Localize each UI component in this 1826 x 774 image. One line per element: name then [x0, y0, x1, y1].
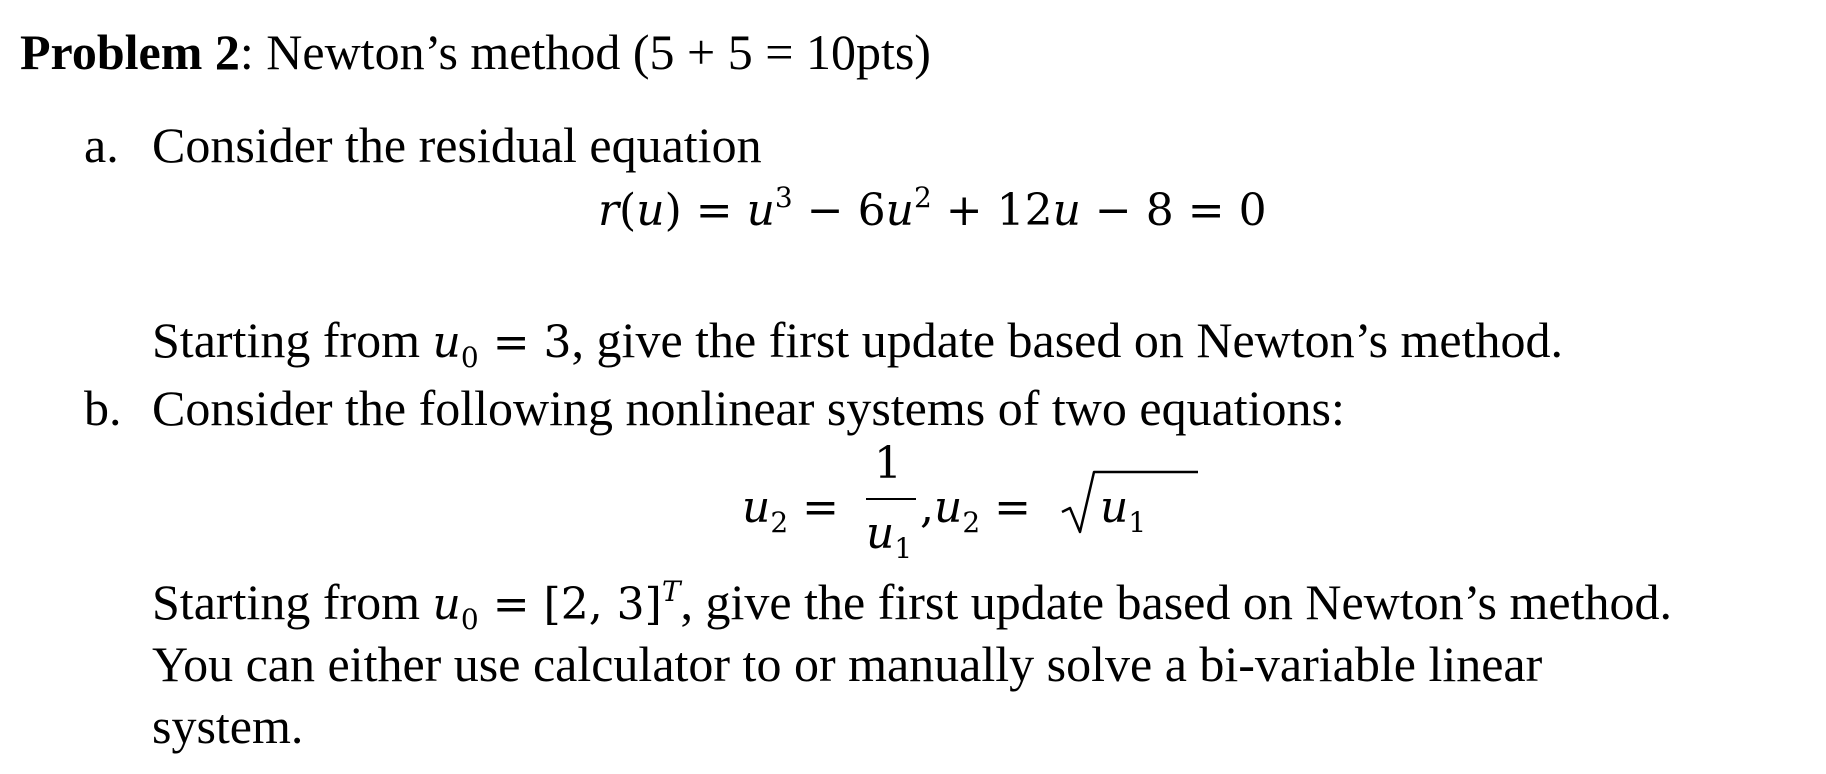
- nonlinear-system-equation: [742, 438, 1202, 568]
- part-b-instruction: [152, 572, 1672, 635]
- eq-term1-exp: 3: [774, 181, 793, 214]
- part-a-instruction-post: , give the first update based on Newton’s method.: [571, 312, 1564, 368]
- part-a-intro: Consider the residual equation: [152, 117, 762, 173]
- sqrt-radicand: [1100, 478, 1146, 538]
- part-b-u0-transpose: T: [661, 575, 681, 608]
- eq-paren-open: (: [619, 185, 637, 236]
- part-b-u0-var: u: [432, 579, 461, 630]
- problem-title-rest: : Newton’s method (5 + 5 = 10pts): [239, 24, 931, 80]
- part-b-u0-eq: = [2, 3]: [478, 579, 662, 630]
- part-a-u0-eq: = 3: [478, 317, 572, 368]
- part-a-marker: a.: [84, 117, 119, 173]
- eq-var-u: u: [636, 185, 665, 236]
- eq2-den-sub: 1: [894, 532, 913, 565]
- eq2-u2-var: u: [742, 482, 771, 533]
- eq-term2-exp: 2: [913, 181, 932, 214]
- eq-term2-var: u: [885, 185, 914, 236]
- problem-label: Problem 2: [20, 24, 240, 80]
- part-b-u0-sub: 0: [460, 603, 479, 636]
- part-b-intro: Consider the following nonlinear systems of two equations:: [152, 380, 1345, 436]
- sqrt-sub: 1: [1128, 506, 1147, 539]
- part-a-u0-var: u: [432, 317, 461, 368]
- eq2-lhs: [742, 478, 839, 538]
- eq-term3-var: u: [1052, 185, 1081, 236]
- eq-rest: − 8 = 0: [1080, 185, 1267, 236]
- eq-r: r: [598, 185, 620, 236]
- eq2-equals-1: =: [788, 482, 840, 533]
- eq2-equals-2: =: [980, 482, 1032, 533]
- part-b-marker: b.: [84, 380, 122, 436]
- part-a-instruction-pre: Starting from: [152, 312, 433, 368]
- eq-plus-twelve: + 12: [931, 185, 1053, 236]
- eq2-fraction-numerator: 1: [874, 438, 902, 489]
- eq2-u2b-sub: 2: [962, 506, 981, 539]
- part-b-line3: system.: [152, 698, 304, 754]
- part-a-u0-sub: 0: [460, 341, 479, 374]
- problem-title: [20, 22, 931, 82]
- eq-term1-var: u: [746, 185, 775, 236]
- eq-paren-close: ): [664, 185, 682, 236]
- part-b-line2: You can either use calculator to or manually solve a bi-variable linear: [152, 636, 1543, 692]
- eq2-den-var: u: [866, 508, 895, 559]
- eq-minus-six: − 6: [792, 185, 886, 236]
- sqrt-var: u: [1100, 482, 1129, 533]
- eq2-u2b-var: u: [934, 482, 963, 533]
- eq2-comma: ,: [920, 482, 934, 533]
- eq2-fraction-denominator: [866, 504, 912, 564]
- eq-equals: =: [681, 185, 747, 236]
- residual-equation: [598, 181, 1267, 241]
- part-b-instruction-post: , give the first update based on Newton’s method.: [680, 574, 1672, 630]
- eq2-u2-sub: 2: [770, 506, 789, 539]
- part-a-instruction: [152, 310, 1563, 373]
- eq2-second: [920, 478, 1031, 538]
- eq2-fraction-bar: [866, 498, 916, 500]
- part-b-instruction-pre: Starting from: [152, 574, 433, 630]
- sqrt-expression: [1060, 468, 1200, 538]
